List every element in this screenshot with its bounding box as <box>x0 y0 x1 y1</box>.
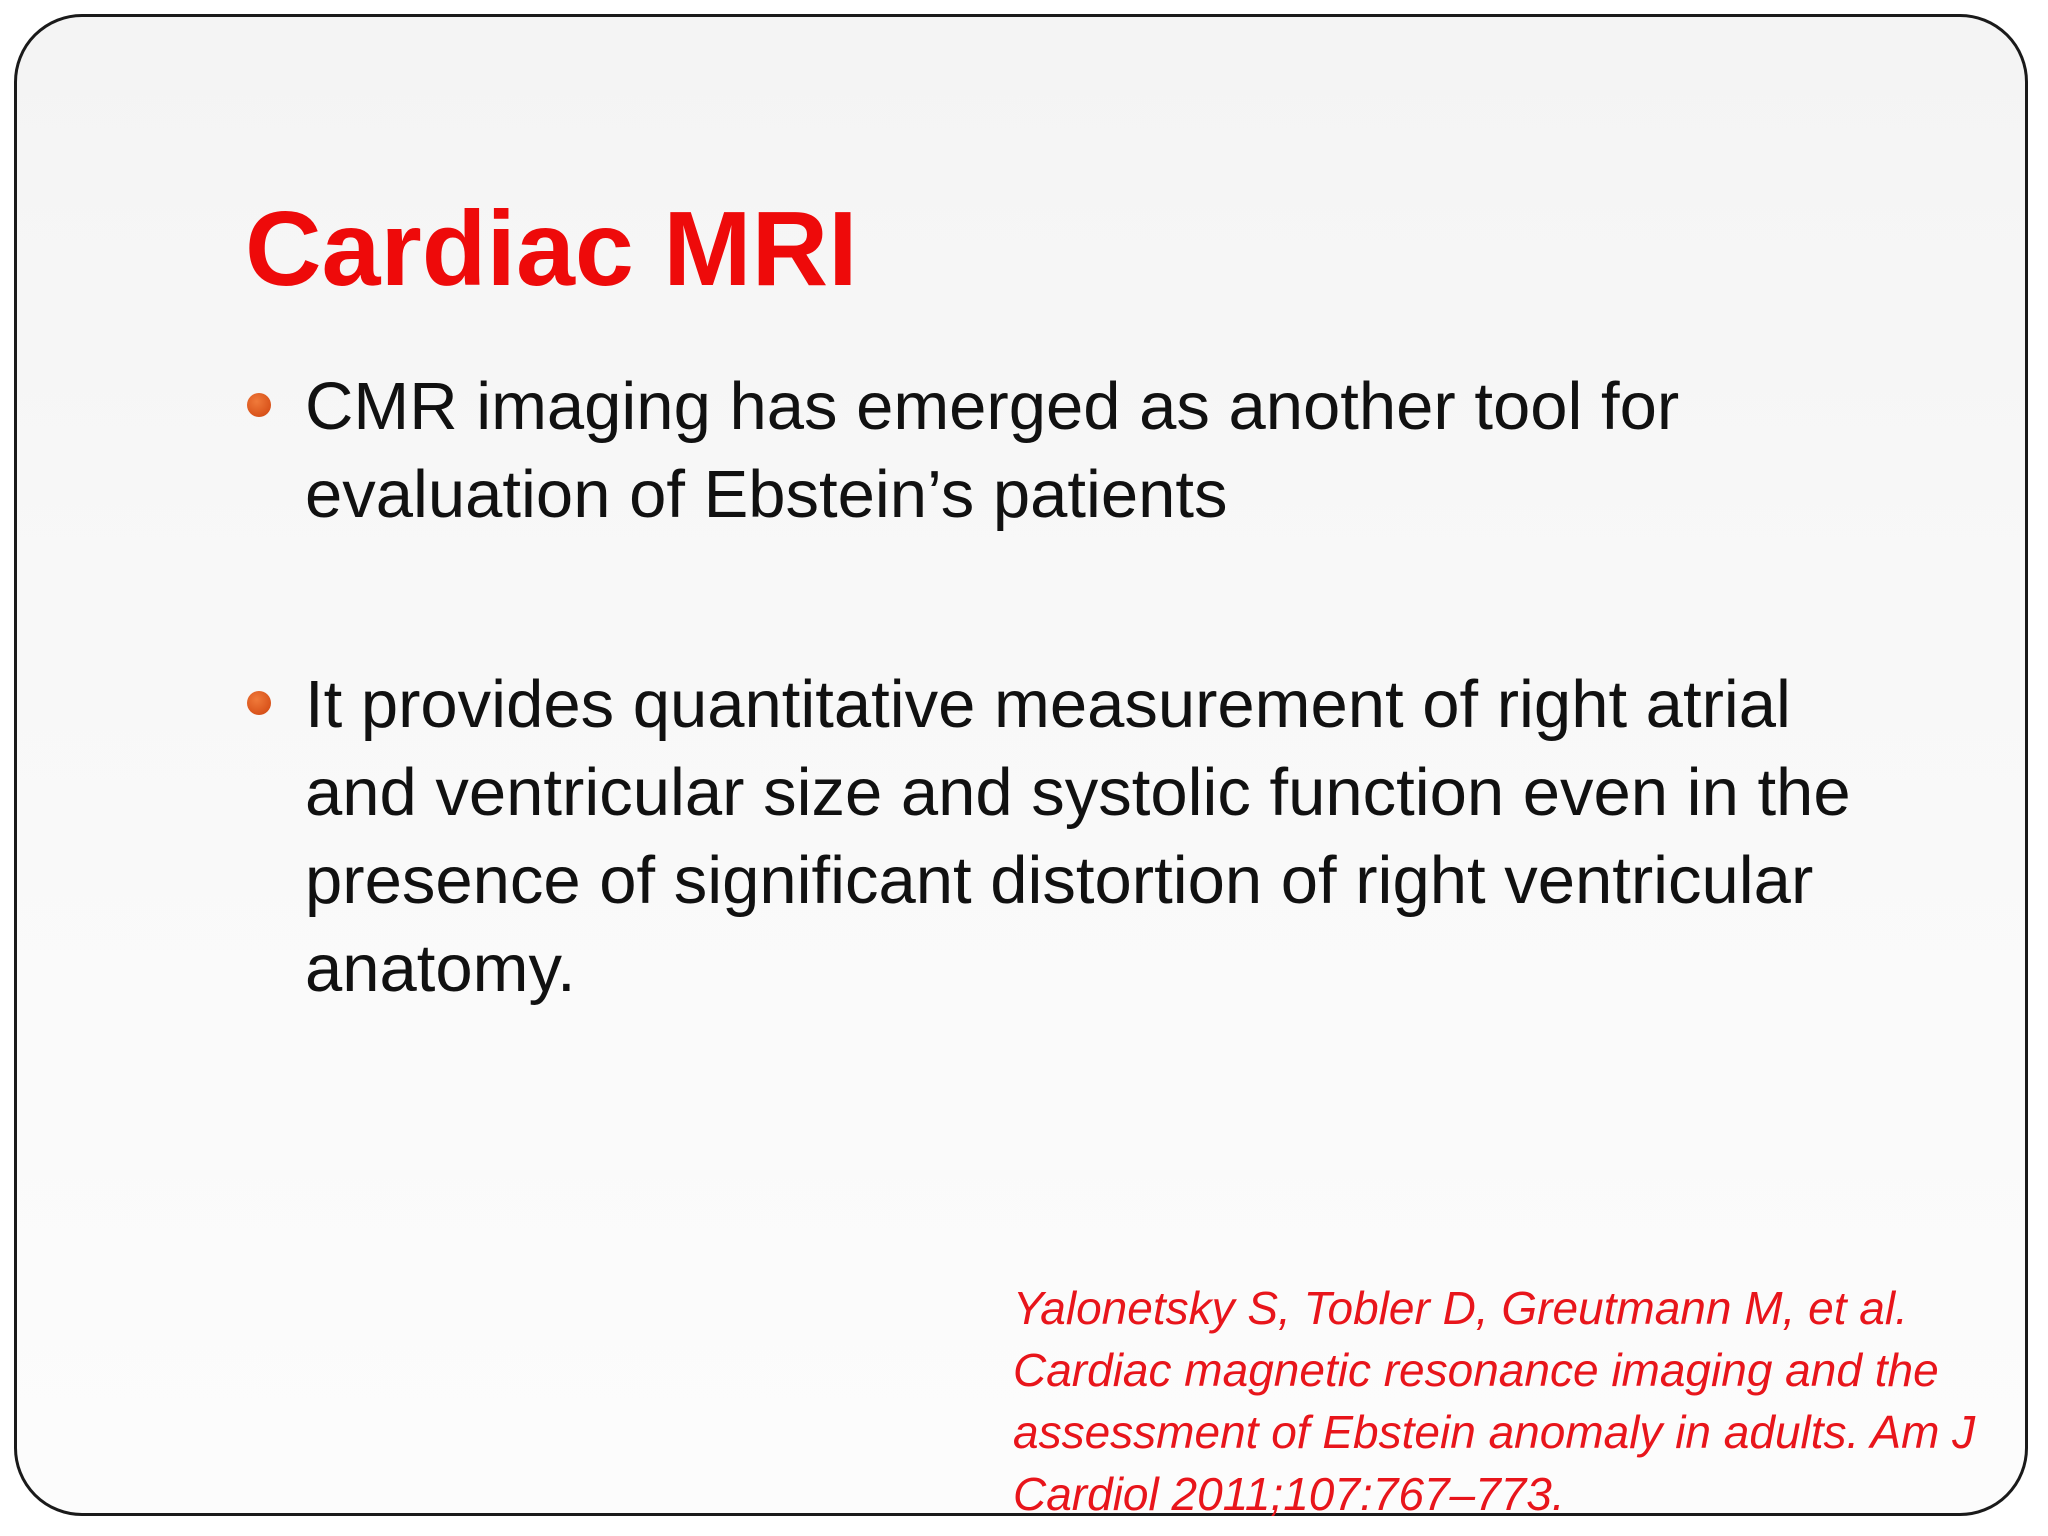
bullet-dot-icon <box>247 691 271 715</box>
slide-frame <box>14 14 2028 1520</box>
bullet-dot-icon <box>247 393 271 417</box>
reference-citation: Yalonetsky S, Tobler D, Greutmann M, et al. Cardiac magnetic resonance imaging and the assessment of Ebstein anomaly in adults. Am J Cardiol 2011;107:767–773. <box>1013 1282 1976 1520</box>
bullet-text: CMR imaging has emerged as another tool for evaluation of Ebstein’s patients <box>305 369 1680 532</box>
slide-title: Cardiac MRI <box>245 190 858 308</box>
bullet-text: It provides quantitative measurement of right atrial and ventricular size and systolic function even in the presence of significant distortion of right ventricular anatomy. <box>305 667 1851 1006</box>
